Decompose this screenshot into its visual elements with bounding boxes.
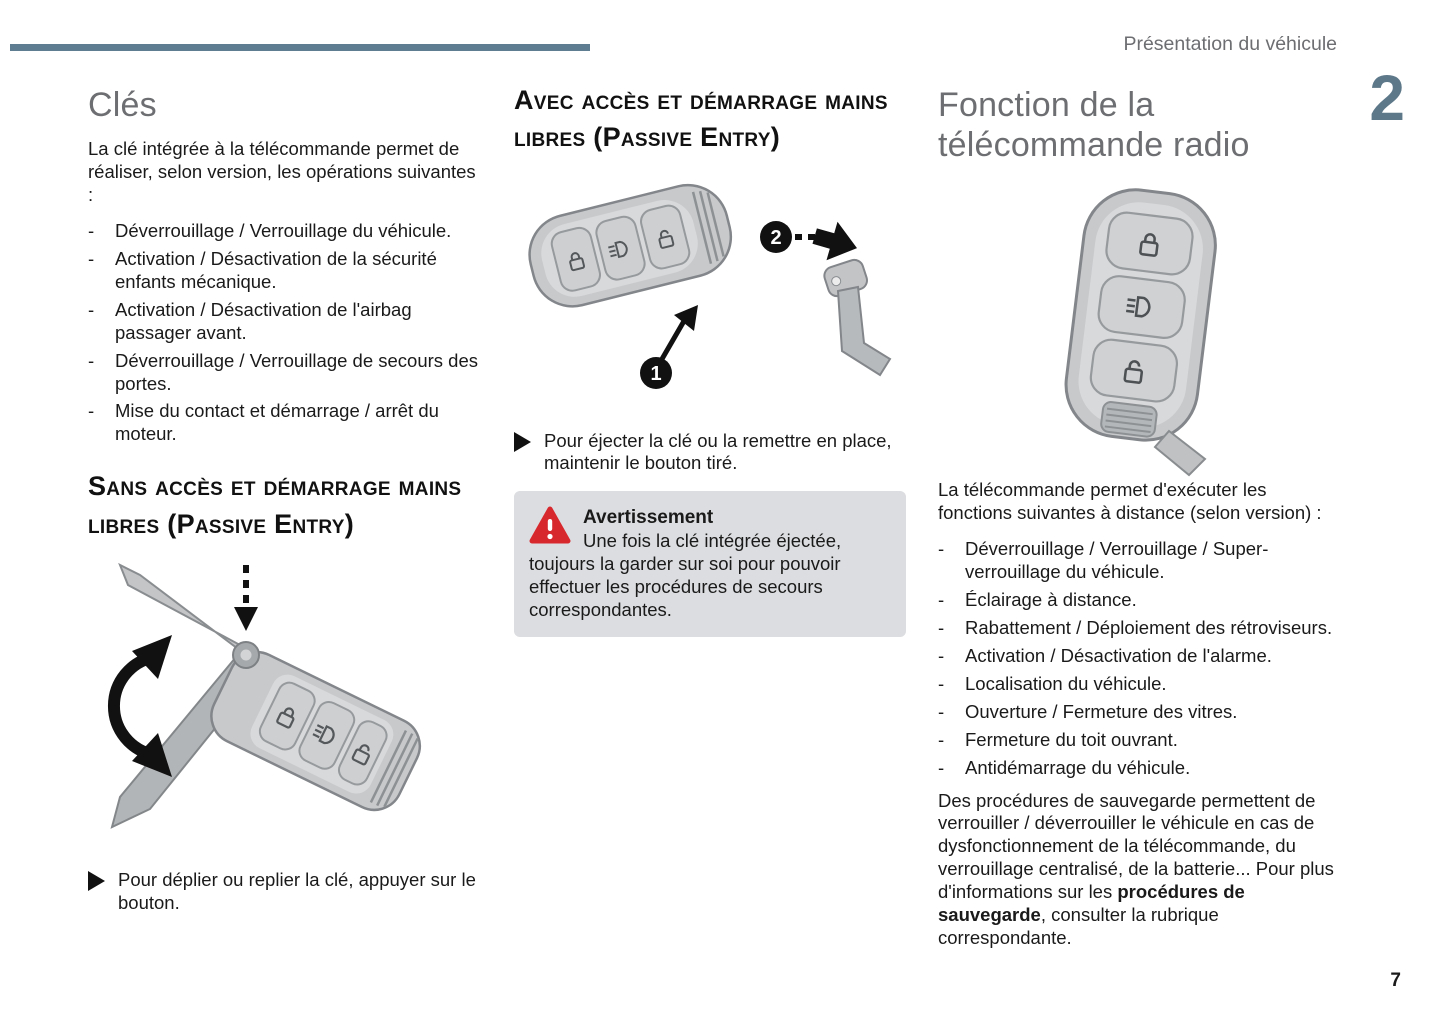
dash-bullet: - [938,728,945,750]
smart-key-graphic [514,175,904,407]
outro-text: Des procédures de sauvegarde permettent de verrouiller / déverrouiller le véhicule en cas de dysfonctionnement de la télécommande, du verrouillage centralisé, de la batterie... Pour plus d'informations sur les [938,789,1334,903]
list-item [88,248,484,294]
sauvegarde-paragraph [938,790,1342,951]
page-number: 7 [1390,970,1401,991]
list-item-text: Activation / Désactivation de la sécurité enfants mécanique. [115,247,437,292]
warning-text: Une fois la clé intégrée éjectée, toujours la garder sur soi pour pouvoir effectuer les procédures de secours correspondantes. [529,529,842,620]
dash-bullet: - [938,538,945,560]
key-blade-tip [1155,431,1205,475]
list-item [938,729,1342,752]
list-item-text: Déverrouillage / Verrouillage / Super-verrouillage du véhicule. [965,538,1269,583]
callout-1-number: 1 [650,362,662,385]
list-item-text: Antidémarrage du véhicule. [965,756,1191,778]
list-item-text: Activation / Désactivation de l'airbag passager avant. [115,298,412,343]
outro-text: , consulter la rubrique correspondante. [938,904,1219,949]
list-item-text: Rabattement / Déploiement des rétroviseurs. [965,616,1333,638]
list-item [88,350,484,396]
list-item-text: Éclairage à distance. [965,588,1137,610]
instruction-text: Pour éjecter la clé ou la remettre en place, maintenir le bouton tiré. [544,429,892,474]
list-item [938,645,1342,668]
section-title-telecommande: Fonction de la télécommande radio [938,86,1250,165]
column-passive-entry [514,82,906,637]
list-item-text: Activation / Désactivation de l'alarme. [965,644,1272,666]
warning-title: Avertissement [583,507,714,529]
rotation-arrow-icon [114,635,172,777]
callout-1 [640,305,698,389]
column-cles [88,85,484,915]
callout-2 [760,216,863,267]
dash-bullet: - [938,616,945,638]
remote-graphic [1025,179,1255,479]
dash-bullet: - [938,756,945,778]
outro-bold-text: procédures de sauvegarde [938,881,1245,926]
cles-intro: La clé intégrée à la télécommande permet de réaliser, selon version, les opérations suivantes : [88,138,476,205]
dash-bullet: - [88,400,95,422]
warning-box [514,491,906,636]
dash-bullet: - [938,644,945,666]
dash-bullet: - [938,700,945,722]
callout-2-number: 2 [770,226,782,249]
key-operations-list [88,220,484,446]
list-item-text: Ouverture / Fermeture des vitres. [965,700,1238,722]
release-button-center [241,649,252,660]
instruction-deplier [88,869,484,915]
telecommande-intro: La télécommande permet d'exécuter les fonctions suivantes à distance (selon version) : [938,479,1322,524]
instruction-text: Pour déplier ou replier la clé, appuyer sur le bouton. [118,868,476,913]
list-item [938,701,1342,724]
list-item [88,299,484,345]
heading-avec-acces: Avec accès et démarrage mains libres (Passive Entry) [514,85,888,153]
key-blade-folded [120,565,254,661]
list-item [938,617,1342,640]
list-item-text: Déverrouillage / Verrouillage du véhicule. [115,219,452,241]
flip-key-graphic [88,561,468,846]
instruction-ejecter [514,430,906,476]
list-item-text: Localisation du véhicule. [965,672,1167,694]
key-body [202,643,429,820]
emergency-key-blade [822,257,890,374]
list-item [938,673,1342,696]
arrow-bullet-icon [514,430,544,476]
list-item-text: Déverrouillage / Verrouillage de secours des portes. [115,349,479,394]
list-item [938,538,1342,584]
list-item-text: Fermeture du toit ouvrant. [965,728,1178,750]
smart-key-illustration [514,175,906,412]
key-fob [521,176,739,314]
remote-functions-list [938,538,1342,779]
list-item [938,589,1342,612]
dash-bullet: - [88,349,95,371]
dash-bullet: - [88,298,95,320]
list-item [938,757,1342,780]
section-title-cles: Clés [88,86,157,124]
column-telecommande [938,85,1342,950]
list-item [88,400,484,446]
header-title: Présentation du véhicule [1123,33,1337,55]
arrow-bullet-icon [88,869,118,915]
dash-bullet: - [938,588,945,610]
dash-bullet: - [938,672,945,694]
chapter-number: 2 [1369,62,1405,134]
warning-triangle-icon [529,506,571,546]
dash-bullet: - [88,247,95,269]
heading-sans-acces: Sans accès et démarrage mains libres (Passive Entry) [88,471,462,539]
list-item-text: Mise du contact et démarrage / arrêt du moteur. [115,400,439,445]
remote-body [1060,184,1221,446]
remote-illustration [938,179,1342,479]
flip-key-illustration [88,561,484,851]
dash-bullet: - [88,219,95,241]
header-accent-bar [10,44,590,51]
press-arrow-icon [234,565,258,631]
list-item [88,220,484,243]
